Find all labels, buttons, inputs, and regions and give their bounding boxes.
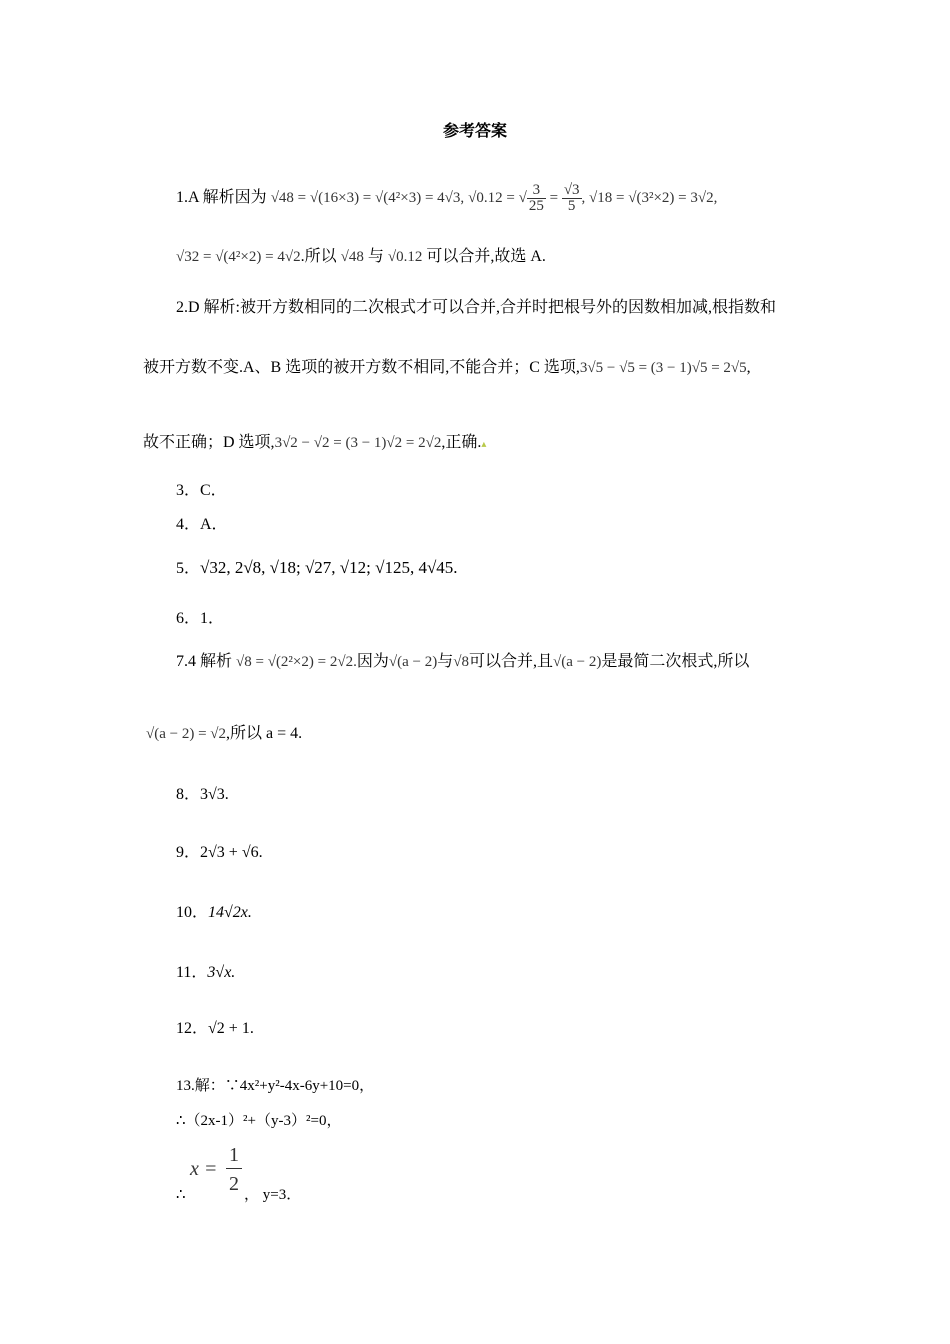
answer-1-eq2b: = [545, 190, 562, 207]
answer-13-line-3-prefix: ∴ [176, 1187, 186, 1203]
answer-7-line-2: √(a − 2) = √2,所以 a = 4. [146, 725, 303, 742]
answer-11: 11．3√x. [176, 964, 236, 981]
page-title: 参考答案 [442, 121, 507, 140]
answer-4: 4．A． [176, 516, 228, 533]
answer-1-eq3: , √18 = √(3²×2) = 3√2, [581, 190, 718, 207]
answer-1-line2-eq: √32 = √(4²×2) = 4√2 [176, 249, 301, 265]
answer-1-lead: 1.A 解析因为 [176, 189, 267, 207]
answer-13-line-3-suffix: ， y=3． [244, 1187, 302, 1203]
answer-5: 5．√32, 2√8, √18; √27, √12; √125, 4√45. [176, 558, 458, 577]
answer-1-line-1 [176, 183, 717, 214]
answer-6: 6．1． [176, 610, 225, 627]
answer-5-eq: √32, 2√8, √18; √27, √12; √125, 4√45. [200, 558, 458, 577]
answer-1-eq1: √48 = √(16×3) = √(4²×3) = 4√3, [270, 190, 465, 207]
answer-3: 3．C． [176, 482, 227, 499]
answer-1-eq2a: √0.12 = √ [468, 190, 527, 207]
answer-13-x-label: x = [190, 1158, 218, 1180]
answer-2-line-3: 故不正确；D 选项,3√2 − √2 = (3 − 1)√2 = 2√2,正确.▴ [143, 434, 487, 451]
answer-13-line-1: 13.解：∵4x²+y²-4x-6y+10=0， [176, 1078, 375, 1094]
answer-13-line-2: ∴（2x-1）²+（y-3）²=0， [176, 1113, 342, 1129]
anchor-mark-icon: ▴ [481, 439, 487, 450]
answer-1-frac-2: $\frac{√3}{5}$ [563, 182, 580, 214]
answer-10: 10．14√2x. [176, 904, 252, 921]
answer-2-eq-d: 3√2 − √2 = (3 − 1)√2 = 2√2 [274, 435, 442, 451]
answer-2-eq-c: 3√5 − √5 = (3 − 1)√5 = 2√5 [579, 360, 747, 376]
answer-13-frac-num: 1 [226, 1142, 242, 1169]
answer-7-line-1: 7.4 解析 √8 = √(2²×2) = 2√2.因为√(a − 2)与√8可以合并,且√(a − 2)是最简二次根式,所以 [176, 653, 750, 670]
answer-1-line-2: √32 = √(4²×2) = 4√2.所以 √48 与 √0.12 可以合并,故选 A. [176, 248, 546, 265]
answer-13-frac-den: 2 [229, 1173, 239, 1195]
answer-1-frac-1: $\frac{3}{25}$ [528, 182, 544, 214]
answer-2-line-1: 2.D 解析:被开方数相同的二次根式才可以合并,合并时把根号外的因数相加减,根指数和 [176, 299, 777, 316]
answer-2-line-2: 被开方数不变.A、B 选项的被开方数不相同,不能合并；C 选项,3√5 − √5 = (3 − 1)√5 = 2√5, [143, 359, 751, 376]
answer-8: 8．3√3. [176, 786, 229, 803]
answer-9: 9．2√3 + √6. [176, 844, 263, 861]
answer-12: 12．√2 + 1. [176, 1020, 254, 1037]
